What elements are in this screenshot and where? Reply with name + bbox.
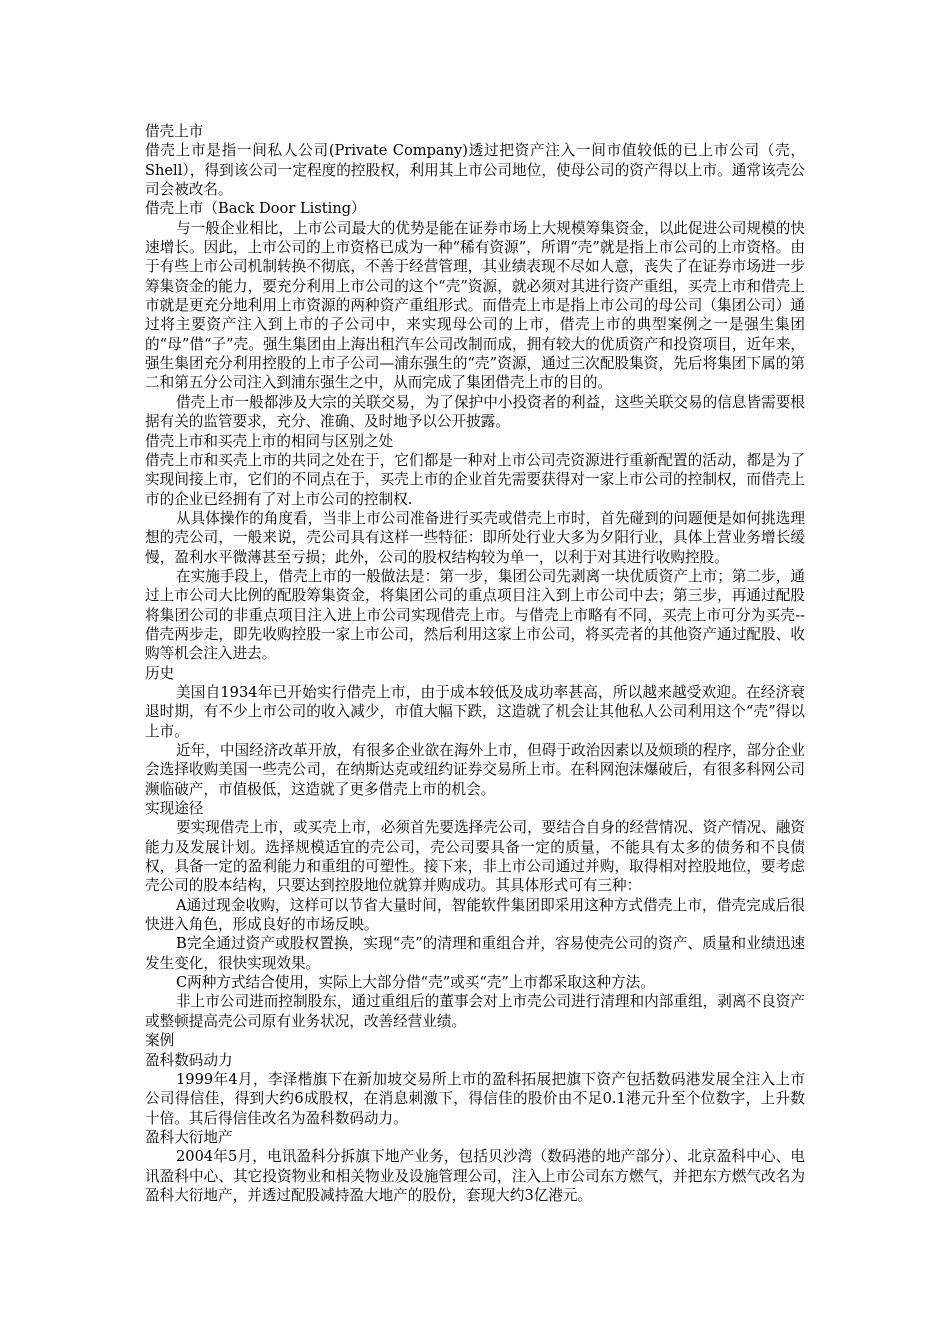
heading-back-door-listing: 借壳上市（Back Door Listing）	[145, 200, 366, 218]
history-us-paragraph: 美国自1934年已开始实行借壳上市，由于成本较低及成功率甚高，所以越来越受欢迎。在经济衰退时期，有不少上市公司的收入减少，市值大幅下跌，这造就了机会让其他私人公司利用这个“壳”得以上市。	[145, 683, 805, 740]
heading-approaches: 实现途径	[145, 800, 204, 818]
heading-borrow-shell: 借壳上市	[145, 123, 204, 140]
approach-b: B完全通过资产或股权置换，实现“壳”的清理和重组合并，容易使壳公司的资产、质量和业绩迅速发生变化，很快实现效果。	[145, 935, 805, 972]
similarities-paragraph: 借壳上市和买壳上市的共同之处在于，它们都是一种对上市公司壳资源进行重新配置的活动，都是为了实现间接上市，它们的不同点在于，买壳上市的企业首先需要获得对一家上市公司的控制权，而借壳上市的企业已经拥有了对上市公司的控制权.	[145, 451, 805, 508]
heading-cases: 案例	[145, 1032, 175, 1050]
heading-history: 历史	[145, 664, 175, 682]
document-page	[145, 122, 805, 1205]
case-body-pcpd: 2004年5月，电讯盈科分拆旗下地产业务，包括贝沙湾（数码港的地产部分）、北京盈科中心、电讯盈科中心、其它投资物业和相关物业及设施管理公司，注入上市公司东方燃气，并把东方燃气改名为盈科大衍地产，并透过配股减持盈大地产的股份，套现大约3亿港元。	[145, 1148, 805, 1204]
restructuring-paragraph: 非上市公司进而控制股东，通过重组后的董事会对上市壳公司进行清理和内部重组，剥离不良资产或整顿提高壳公司原有业务状况，改善经营业绩。	[145, 993, 805, 1030]
history-china-paragraph: 近年，中国经济改革开放，有很多企业欲在海外上市，但碍于政治因素以及烦琐的程序，部分企业会选择收购美国一些壳公司，在纳斯达克或纽约证券交易所上市。在科网泡沫爆破后，有很多科网公司濒临破产，市值极低，这造就了更多借壳上市的机会。	[145, 742, 805, 798]
approach-a: A通过现金收购，这样可以节省大量时间，智能软件集团即采用这种方式借壳上市，借壳完成后很快进入角色，形成良好的市场反映。	[145, 896, 805, 934]
operation-paragraph: 从具体操作的角度看，当非上市公司准备进行买壳或借壳上市时，首先碰到的问题便是如何挑选理想的壳公司，一般来说，壳公司具有这样一些特征：即所处行业大多为夕阳行业，具体上营业务增长缓慢，盈利水平微薄甚至亏损；此外，公司的股权结构较为单一，以利于对其进行收购控股。	[145, 509, 805, 566]
approaches-paragraph: 要实现借壳上市，或买壳上市，必须首先要选择壳公司，要结合自身的经营情况、资产情况、融资能力及发展计划。选择规模适宜的壳公司，壳公司要具备一定的质量，不能具有太多的债务和不良债权，具备一定的盈利能力和重组的可塑性。接下来，非上市公司通过并购，取得相对控股地位，要考虑壳公司的股本结构，只要达到控股地位就算并购成功。其具体形式可有三种：	[145, 819, 805, 895]
approach-c: C两种方式结合使用，实际上大部分借“壳”或买“壳”上市都采取这种方法。	[176, 974, 655, 992]
case-title-pcpd: 盈科大衍地产	[145, 1128, 233, 1146]
heading-similarities-differences: 借壳上市和买壳上市的相同与区别之处	[145, 432, 394, 450]
case-title-pcci: 盈科数码动力	[145, 1051, 233, 1069]
case-body-pcci: 1999年4月，李泽楷旗下在新加坡交易所上市的盈科拓展把旗下资产包括数码港发展全注入上市公司得信佳，得到大约6成股权，在消息刺激下，得信佳的股价由不足0.1港元升至个位数字，上升数十倍。其后得信佳改名为盈科数码动力。	[145, 1070, 805, 1127]
implementation-paragraph: 在实施手段上，借壳上市的一般做法是：第一步，集团公司先剥离一块优质资产上市；第二步，通过上市公司大比例的配股筹集资金，将集团公司的重点项目注入到上市公司中去；第三步，再通过配股将集团公司的非重点项目注入进上市公司实现借壳上市。与借壳上市略有不同，买壳上市可分为买壳--借壳两步走，即先收购控股一家上市公司，然后利用这家上市公司，将买壳者的其他资产通过配股、收购等机会注入进去。	[145, 567, 805, 663]
intro-paragraph: 与一般企业相比，上市公司最大的优势是能在证券市场上大规模筹集资金，以此促进公司规模的快速增长。因此，上市公司的上市资格已成为一种“稀有资源”，所谓“壳”就是指上市公司的上市资格。由于有些上市公司机制转换不彻底，不善于经营管理，其业绩表现不尽如人意，丧失了在证券市场进一步筹集资金的能力，要充分利用上市公司的这个“壳”资源，就必须对其进行资产重组，买壳上市和借壳上市就是更充分地利用上市资源的两种资产重组形式。而借壳上市是指上市公司的母公司（集团公司）通过将主要资产注入到上市的子公司中，来实现母公司的上市，借壳上市的典型案例之一是强生集团的“母”借“子”壳。强生集团由上海出租汽车公司改制而成，拥有较大的优质资产和投资项目，近年来，强生集团充分利用控股的上市子公司—浦东强生的“壳”资源，通过三次配股集资，先后将集团下属的第二和第五分公司注入到浦东强生之中，从而完成了集团借壳上市的目的。	[145, 219, 805, 392]
disclosure-paragraph: 借壳上市一般都涉及大宗的关联交易，为了保护中小投资者的利益，这些关联交易的信息皆需要根据有关的监管要求，充分、准确、及时地予以公开披露。	[145, 393, 805, 431]
definition-paragraph: 借壳上市是指一间私人公司(Private Company)透过把资产注入一间市值较低的已上市公司（壳，Shell），得到该公司一定程度的控股权，利用其上市公司地位，使母公司的资产得以上市。通常该壳公司会被改名。	[145, 142, 805, 199]
